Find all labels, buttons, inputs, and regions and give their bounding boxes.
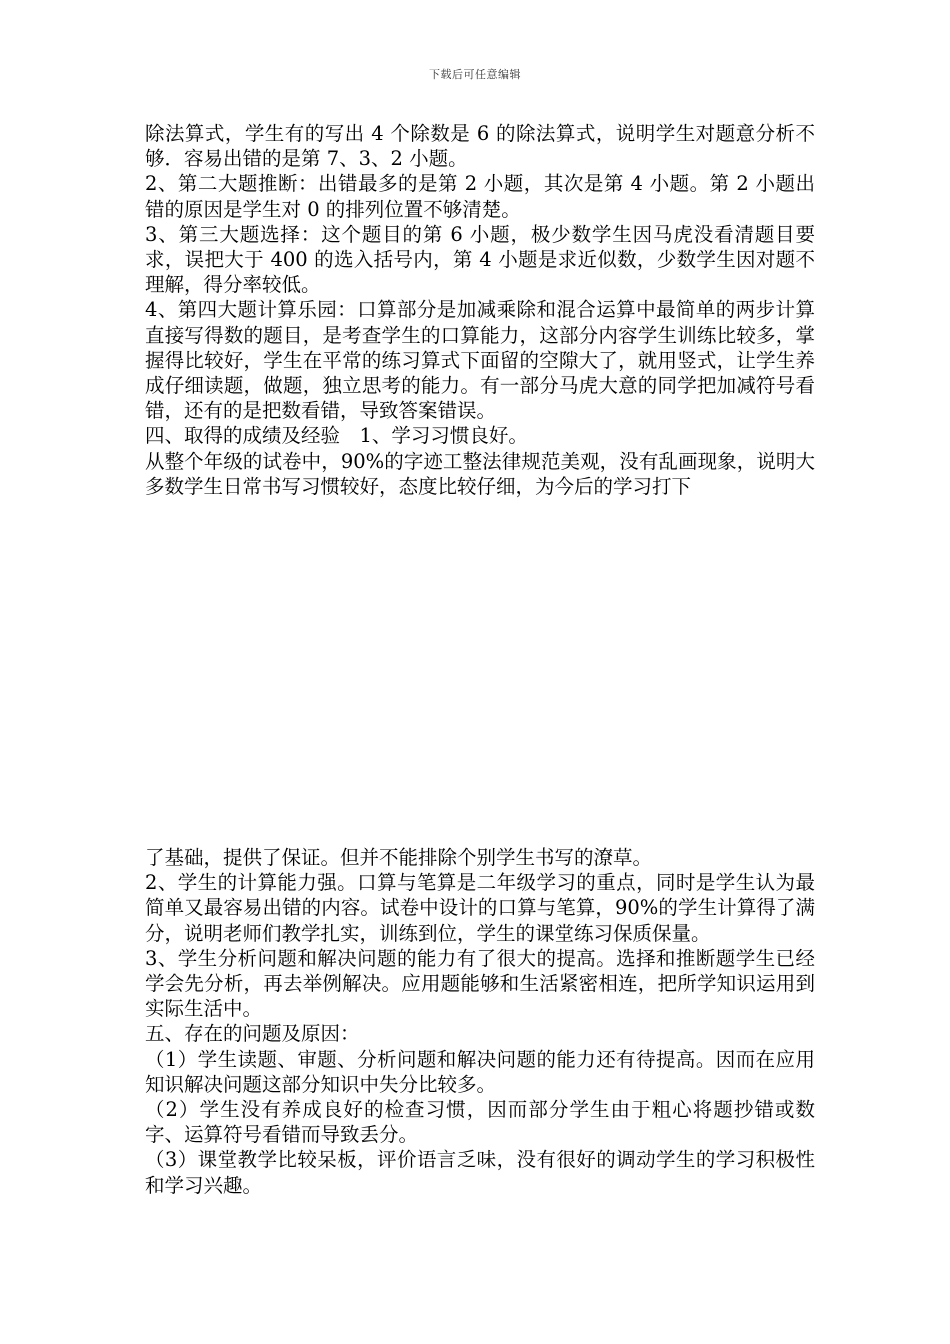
section-heading: 五、存在的问题及原因： xyxy=(145,1022,360,1046)
paragraph: 从整个年级的试卷中，90%的字迹工整法律规范美观，没有乱画现象，说明大多数学生日常书写习惯较好，态度比较仔细，为今后的学习打下 xyxy=(145,449,815,498)
paragraph: 4、第四大题计算乐园：口算部分是加减乘除和混合运算中最简单的两步计算直接写得数的题目，是考查学生的口算能力，这部分内容学生训练比较多，掌握得比较好，学生在平常的练习算式下面留的空隙大了，就用竖式，让学生养成仔细读题，做题，独立思考的能力。有一部分马虎大意的同学把加减符号看错，还有的是把数看错，导致答案错误。 xyxy=(145,298,815,423)
paragraph: （3）课堂教学比较呆板，评价语言乏味，没有很好的调动学生的学习积极性和学习兴趣。 xyxy=(145,1148,815,1197)
paragraph: 2、学生的计算能力强。口算与笔算是二年级学习的重点，同时是学生认为最简单又最容易出错的内容。试卷中设计的口算与笔算，90%的学生计算得了满分，说明老师们教学扎实，训练到位，学生的课堂练习保质保量。 xyxy=(145,871,815,945)
section-heading: 四、取得的成绩及经验 1、学习习惯良好。 xyxy=(145,424,528,448)
paragraph: 3、学生分析问题和解决问题的能力有了很大的提高。选择和推断题学生已经学会先分析，再去举例解决。应用题能够和生活紧密相连，把所学知识运用到实际生活中。 xyxy=(145,946,815,1021)
text-block-top xyxy=(145,121,815,499)
paragraph: （2）学生没有养成良好的检查习惯，因而部分学生由于粗心将题抄错或数字、运算符号看错而导致丢分。 xyxy=(145,1098,815,1147)
page-header: 下载后可任意编辑 xyxy=(429,68,521,81)
paragraph: 2、第二大题推断：出错最多的是第 2 小题，其次是第 4 小题。第 2 小题出错的原因是学生对 0 的排列位置不够清楚。 xyxy=(145,172,815,221)
text-block-bottom xyxy=(145,845,815,1198)
paragraph: 除法算式，学生有的写出 4 个除数是 6 的除法算式，说明学生对题意分析不够．容易出错的是第 7、3、2 小题。 xyxy=(145,122,815,171)
paragraph: 3、第三大题选择：这个题目的第 6 小题，极少数学生因马虎没看清题目要求，误把大于 400 的选入括号内，第 4 小题是求近似数，少数学生因对题不理解，得分率较低。 xyxy=(145,222,815,297)
paragraph: （1）学生读题、审题、分析问题和解决问题的能力还有待提高。因而在应用知识解决问题这部分知识中失分比较多。 xyxy=(145,1047,815,1096)
paragraph: 了基础，提供了保证。但并不能排除个别学生书写的潦草。 xyxy=(145,846,653,869)
